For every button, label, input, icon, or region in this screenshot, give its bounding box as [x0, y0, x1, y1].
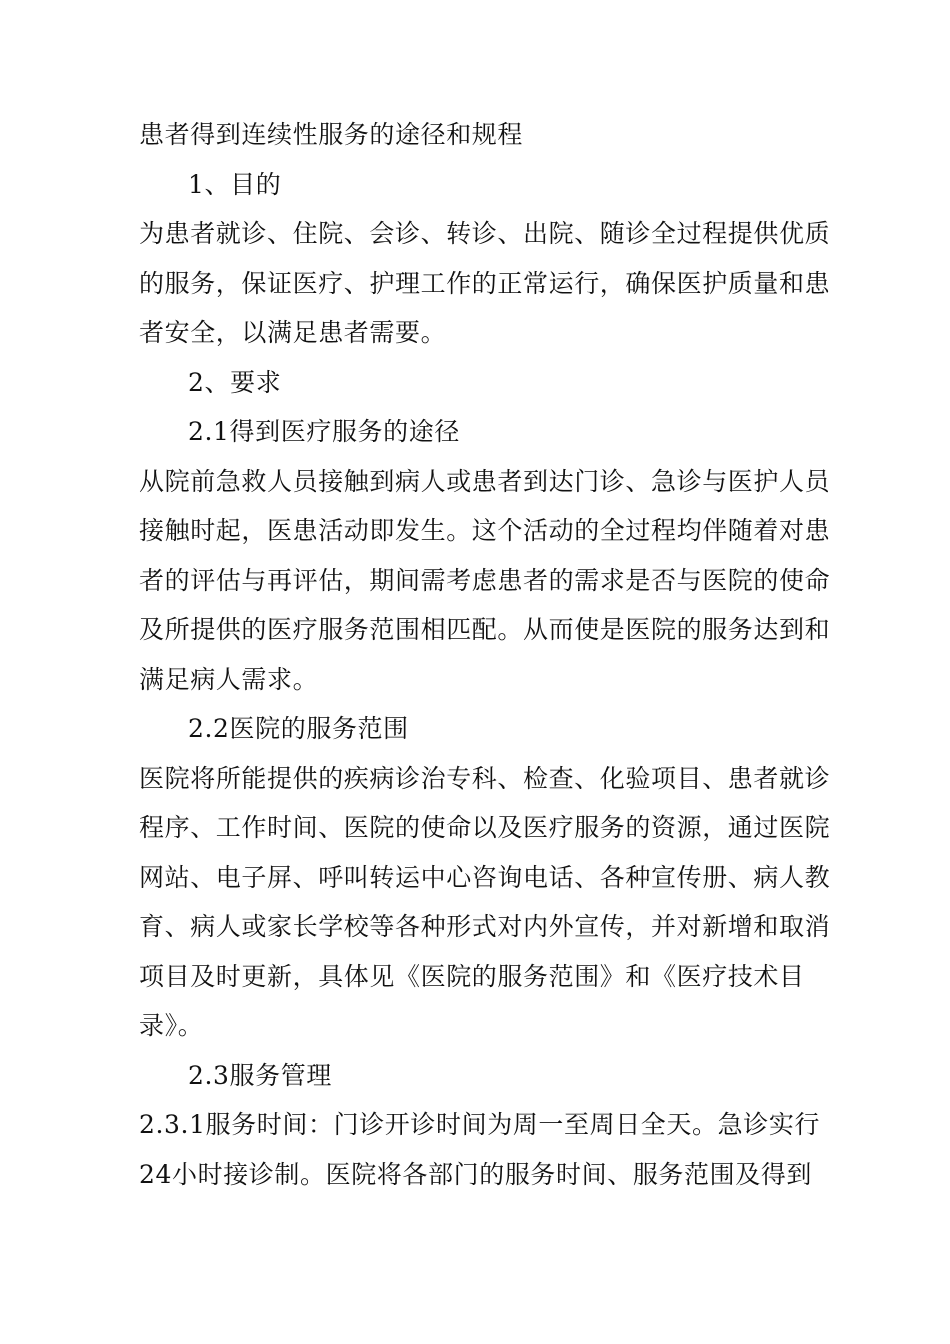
- paragraph-line: 接触时起，医患活动即发生。这个活动的全过程均伴随着对患: [139, 516, 831, 545]
- paragraph-line: 育、病人或家长学校等各种形式对内外宣传，并对新增和取消: [139, 912, 831, 941]
- paragraph-line: 为患者就诊、住院、会诊、转诊、出院、随诊全过程提供优质: [139, 219, 831, 248]
- paragraph-line: 医院将所能提供的疾病诊治专科、检查、化验项目、患者就诊: [139, 763, 831, 793]
- document-title: 患者得到连续性服务的途径和规程: [139, 120, 524, 149]
- paragraph-line: 网站、电子屏、呼叫转运中心咨询电话、各种宣传册、病人教: [139, 862, 831, 892]
- paragraph-line: 者的评估与再评估，期间需考虑患者的需求是否与医院的使命: [139, 565, 831, 595]
- subsection-heading-2-1: 2.1得到医疗服务的途径: [188, 417, 460, 446]
- subsection-heading-2-3: 2.3服务管理: [188, 1060, 332, 1090]
- section-heading-purpose: 1、目的: [188, 169, 282, 199]
- paragraph-line: 及所提供的医疗服务范围相匹配。从而使是医院的服务达到和: [139, 615, 831, 644]
- paragraph-line: 程序、工作时间、医院的使命以及医疗服务的资源，通过医院: [139, 813, 831, 842]
- paragraph-line: 满足病人需求。: [139, 664, 319, 694]
- paragraph-line: 录》。: [139, 1011, 204, 1040]
- paragraph-line: 从院前急救人员接触到病人或患者到达门诊、急诊与医护人员: [139, 466, 831, 496]
- paragraph-line: 2.3.1服务时间：门诊开诊时间为周一至周日全天。急诊实行: [139, 1110, 821, 1139]
- paragraph-line: 24小时接诊制。医院将各部门的服务时间、服务范围及得到: [139, 1159, 813, 1189]
- paragraph-line: 的服务，保证医疗、护理工作的正常运行，确保医护质量和患: [139, 268, 831, 298]
- paragraph-line: 项目及时更新，具体见《医院的服务范围》和《医疗技术目: [139, 961, 805, 991]
- subsection-heading-2-2: 2.2医院的服务范围: [188, 714, 409, 743]
- document-body: [139, 110, 829, 1199]
- section-heading-requirements: 2、要求: [188, 367, 282, 397]
- paragraph-line: 者安全，以满足患者需要。: [139, 318, 447, 347]
